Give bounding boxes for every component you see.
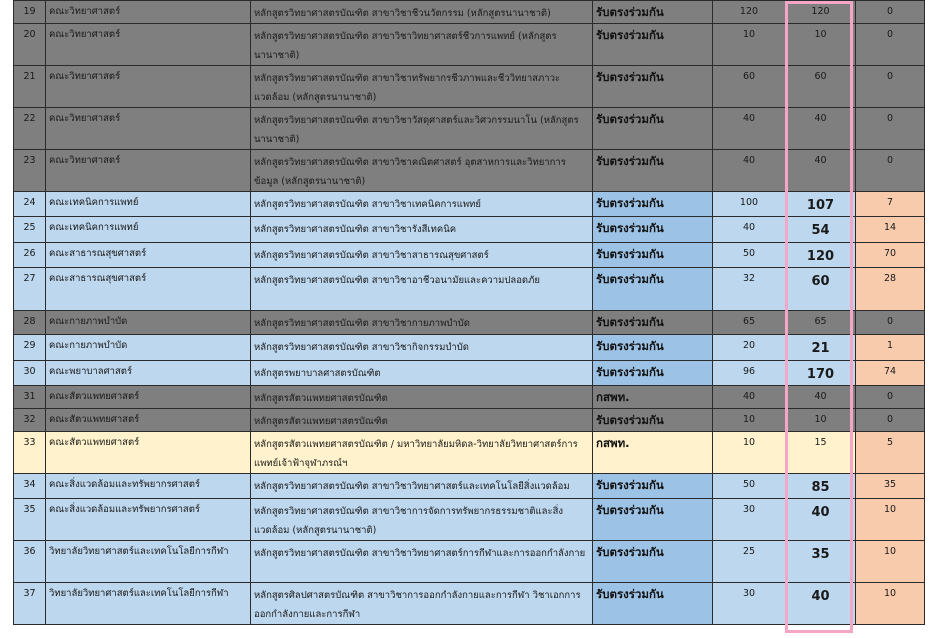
table-row (14, 432, 925, 474)
row-number: 27 (14, 268, 46, 311)
faculty-cell: คณะสัตวแพทยศาสตร์ (46, 386, 251, 409)
row-number: 33 (14, 432, 46, 474)
admission-channel-cell: รับตรงร่วมกัน (593, 66, 713, 108)
admission-channel-cell: รับตรงร่วมกัน (593, 268, 713, 311)
admission-channel-cell: รับตรงร่วมกัน (593, 409, 713, 432)
faculty-cell: คณะวิทยาศาสตร์ (46, 66, 251, 108)
planned-seats-cell: 96 (713, 361, 786, 386)
difference-cell: 14 (856, 217, 925, 243)
table-row (14, 361, 925, 386)
admitted-count-cell: 40 (786, 108, 856, 150)
table-row (14, 335, 925, 361)
row-number: 20 (14, 24, 46, 66)
admission-channel-cell: รับตรงร่วมกัน (593, 311, 713, 335)
program-cell: หลักสูตรวิทยาศาสตรบัณฑิต สาขาวิชากายภาพบำบัด (251, 311, 593, 335)
planned-seats-cell: 10 (713, 24, 786, 66)
admitted-count-cell: 40 (786, 386, 856, 409)
difference-cell: 0 (856, 311, 925, 335)
admission-channel-cell: รับตรงร่วมกัน (593, 499, 713, 541)
admission-channel-cell: รับตรงร่วมกัน (593, 583, 713, 625)
difference-cell: 10 (856, 499, 925, 541)
difference-cell: 7 (856, 192, 925, 217)
program-cell: หลักสูตรวิทยาศาสตรบัณฑิต สาขาวิชาวิทยาศาสตร์ชีวการแพทย์ (หลักสูตรนานาชาติ) (251, 24, 593, 66)
faculty-cell: คณะเทคนิคการแพทย์ (46, 217, 251, 243)
difference-cell: 0 (856, 24, 925, 66)
table-row (14, 541, 925, 583)
faculty-cell: คณะสาธารณสุขศาสตร์ (46, 268, 251, 311)
faculty-cell: คณะสิ่งแวดล้อมและทรัพยากรศาสตร์ (46, 474, 251, 499)
row-number: 28 (14, 311, 46, 335)
row-number: 30 (14, 361, 46, 386)
table-row (14, 583, 925, 625)
faculty-cell: คณะเทคนิคการแพทย์ (46, 192, 251, 217)
faculty-cell: คณะสิ่งแวดล้อมและทรัพยากรศาสตร์ (46, 499, 251, 541)
planned-seats-cell: 20 (713, 335, 786, 361)
difference-cell: 0 (856, 1, 925, 24)
program-cell: หลักสูตรวิทยาศาสตรบัณฑิต สาขาวิชารังสีเทคนิค (251, 217, 593, 243)
table-row (14, 66, 925, 108)
program-cell: หลักสูตรพยาบาลศาสตรบัณฑิต (251, 361, 593, 386)
admission-channel-cell: รับตรงร่วมกัน (593, 243, 713, 268)
faculty-cell: คณะพยาบาลศาสตร์ (46, 361, 251, 386)
table-row (14, 150, 925, 192)
faculty-cell: วิทยาลัยวิทยาศาสตร์และเทคโนโลยีการกีฬา (46, 541, 251, 583)
program-cell: หลักสูตรสัตวแพทยศาสตรบัณฑิต / มหาวิทยาลัยมหิดล-วิทยาลัยวิทยาศาสตร์การแพทย์เจ้าฟ้าจุฬาภรณ์ฯ (251, 432, 593, 474)
planned-seats-cell: 100 (713, 192, 786, 217)
difference-cell: 1 (856, 335, 925, 361)
planned-seats-cell: 60 (713, 66, 786, 108)
admission-channel-cell: รับตรงร่วมกัน (593, 108, 713, 150)
row-number: 21 (14, 66, 46, 108)
planned-seats-cell: 10 (713, 409, 786, 432)
difference-cell: 0 (856, 409, 925, 432)
table-row (14, 1, 925, 24)
program-cell: หลักสูตรสัตวแพทยศาสตรบัณฑิต (251, 409, 593, 432)
difference-cell: 0 (856, 150, 925, 192)
table-row (14, 311, 925, 335)
admission-channel-cell: รับตรงร่วมกัน (593, 361, 713, 386)
admitted-count-cell: 107 (786, 192, 856, 217)
row-number: 23 (14, 150, 46, 192)
admission-table (13, 0, 925, 625)
table-row (14, 192, 925, 217)
difference-cell: 0 (856, 108, 925, 150)
admitted-count-cell: 170 (786, 361, 856, 386)
planned-seats-cell: 50 (713, 474, 786, 499)
faculty-cell: วิทยาลัยวิทยาศาสตร์และเทคโนโลยีการกีฬา (46, 583, 251, 625)
planned-seats-cell: 32 (713, 268, 786, 311)
table-row (14, 217, 925, 243)
admission-channel-cell: รับตรงร่วมกัน (593, 1, 713, 24)
program-cell: หลักสูตรวิทยาศาสตรบัณฑิต สาขาวิชาการจัดการทรัพยากรธรรมชาติและสิ่งแวดล้อม (หลักสูตรนานาชาติ) (251, 499, 593, 541)
difference-cell: 0 (856, 66, 925, 108)
row-number: 24 (14, 192, 46, 217)
table-row (14, 24, 925, 66)
program-cell: หลักสูตรสัตวแพทยศาสตรบัณฑิต (251, 386, 593, 409)
program-cell: หลักสูตรวิทยาศาสตรบัณฑิต สาขาวิชาคณิตศาสตร์ อุตสาหการและวิทยาการข้อมูล (หลักสูตรนานาชาติ) (251, 150, 593, 192)
admitted-count-cell: 35 (786, 541, 856, 583)
table-row (14, 386, 925, 409)
difference-cell: 0 (856, 386, 925, 409)
row-number: 25 (14, 217, 46, 243)
admitted-count-cell: 21 (786, 335, 856, 361)
admitted-count-cell: 40 (786, 583, 856, 625)
program-cell: หลักสูตรวิทยาศาสตรบัณฑิต สาขาวิชาสาธารณสุขศาสตร์ (251, 243, 593, 268)
program-cell: หลักสูตรวิทยาศาสตรบัณฑิต สาขาวิชาชีวนวัตกรรม (หลักสูตรนานาชาติ) (251, 1, 593, 24)
planned-seats-cell: 30 (713, 499, 786, 541)
row-number: 34 (14, 474, 46, 499)
difference-cell: 5 (856, 432, 925, 474)
table-row (14, 474, 925, 499)
admission-channel-cell: รับตรงร่วมกัน (593, 217, 713, 243)
admission-channel-cell: รับตรงร่วมกัน (593, 335, 713, 361)
program-cell: หลักสูตรวิทยาศาสตรบัณฑิต สาขาวิชากิจกรรมบำบัด (251, 335, 593, 361)
planned-seats-cell: 30 (713, 583, 786, 625)
admission-channel-cell: รับตรงร่วมกัน (593, 150, 713, 192)
admitted-count-cell: 120 (786, 243, 856, 268)
admitted-count-cell: 10 (786, 24, 856, 66)
row-number: 37 (14, 583, 46, 625)
table-row (14, 268, 925, 311)
admitted-count-cell: 40 (786, 499, 856, 541)
planned-seats-cell: 40 (713, 150, 786, 192)
row-number: 36 (14, 541, 46, 583)
row-number: 29 (14, 335, 46, 361)
program-cell: หลักสูตรวิทยาศาสตรบัณฑิต สาขาวิชาเทคนิคการแพทย์ (251, 192, 593, 217)
difference-cell: 74 (856, 361, 925, 386)
row-number: 31 (14, 386, 46, 409)
planned-seats-cell: 40 (713, 386, 786, 409)
faculty-cell: คณะวิทยาศาสตร์ (46, 108, 251, 150)
row-number: 19 (14, 1, 46, 24)
row-number: 26 (14, 243, 46, 268)
faculty-cell: คณะกายภาพบำบัด (46, 311, 251, 335)
admission-channel-cell: รับตรงร่วมกัน (593, 541, 713, 583)
admission-channel-cell: กสพท. (593, 432, 713, 474)
admitted-count-cell: 40 (786, 150, 856, 192)
difference-cell: 70 (856, 243, 925, 268)
program-cell: หลักสูตรวิทยาศาสตรบัณฑิต สาขาวิชาอาชีวอนามัยและความปลอดภัย (251, 268, 593, 311)
admitted-count-cell: 15 (786, 432, 856, 474)
difference-cell: 10 (856, 583, 925, 625)
admitted-count-cell: 60 (786, 268, 856, 311)
faculty-cell: คณะวิทยาศาสตร์ (46, 150, 251, 192)
admission-channel-cell: กสพท. (593, 386, 713, 409)
program-cell: หลักสูตรวิทยาศาสตรบัณฑิต สาขาวิชาวิทยาศาสตร์และเทคโนโลยีสิ่งแวดล้อม (251, 474, 593, 499)
program-cell: หลักสูตรวิทยาศาสตรบัณฑิต สาขาวิชาทรัพยากรชีวภาพและชีววิทยาสภาวะแวดล้อม (หลักสูตรนานาชาติ) (251, 66, 593, 108)
planned-seats-cell: 25 (713, 541, 786, 583)
faculty-cell: คณะกายภาพบำบัด (46, 335, 251, 361)
planned-seats-cell: 40 (713, 108, 786, 150)
admitted-count-cell: 54 (786, 217, 856, 243)
planned-seats-cell: 50 (713, 243, 786, 268)
program-cell: หลักสูตรวิทยาศาสตรบัณฑิต สาขาวิชาวิทยาศาสตร์การกีฬาและการออกกำลังกาย (251, 541, 593, 583)
admission-channel-cell: รับตรงร่วมกัน (593, 192, 713, 217)
admitted-count-cell: 120 (786, 1, 856, 24)
planned-seats-cell: 40 (713, 217, 786, 243)
admitted-count-cell: 60 (786, 66, 856, 108)
row-number: 32 (14, 409, 46, 432)
table-row (14, 409, 925, 432)
faculty-cell: คณะสัตวแพทยศาสตร์ (46, 409, 251, 432)
difference-cell: 10 (856, 541, 925, 583)
admitted-count-cell: 65 (786, 311, 856, 335)
row-number: 22 (14, 108, 46, 150)
table-row (14, 108, 925, 150)
planned-seats-cell: 65 (713, 311, 786, 335)
table-row (14, 243, 925, 268)
admission-channel-cell: รับตรงร่วมกัน (593, 474, 713, 499)
faculty-cell: คณะสาธารณสุขศาสตร์ (46, 243, 251, 268)
admitted-count-cell: 10 (786, 409, 856, 432)
difference-cell: 28 (856, 268, 925, 311)
faculty-cell: คณะสัตวแพทยศาสตร์ (46, 432, 251, 474)
program-cell: หลักสูตรศิลปศาสตรบัณฑิต สาขาวิชาการออกกำลังกายและการกีฬา วิชาเอกการออกกำลังกายและการกีฬา (251, 583, 593, 625)
planned-seats-cell: 10 (713, 432, 786, 474)
admitted-count-cell: 85 (786, 474, 856, 499)
row-number: 35 (14, 499, 46, 541)
admission-channel-cell: รับตรงร่วมกัน (593, 24, 713, 66)
faculty-cell: คณะวิทยาศาสตร์ (46, 1, 251, 24)
table-row (14, 499, 925, 541)
faculty-cell: คณะวิทยาศาสตร์ (46, 24, 251, 66)
planned-seats-cell: 120 (713, 1, 786, 24)
program-cell: หลักสูตรวิทยาศาสตรบัณฑิต สาขาวิชาวัสดุศาสตร์และวิศวกรรมนาโน (หลักสูตรนานาชาติ) (251, 108, 593, 150)
difference-cell: 35 (856, 474, 925, 499)
